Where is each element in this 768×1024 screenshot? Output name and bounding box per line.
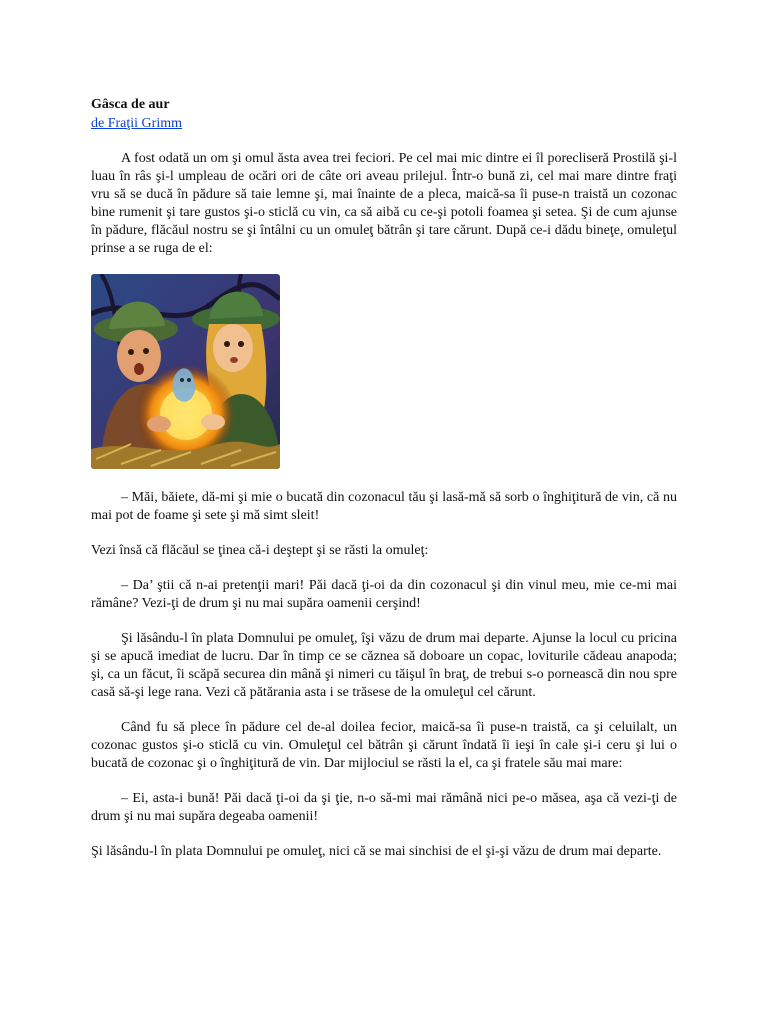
paragraph-4: – Da’ ştii că n-ai pretenţii mari! Păi dacă ţi-oi da din cozonacul şi din vinul meu, mie ce-mi mai rămâne? Vezi-ţi de drum şi nu mai supăra oamenii cerşind! (91, 578, 677, 611)
paragraph-1: A fost odată un om şi omul ăsta avea trei feciori. Pe cel mai mic dintre ei îl porecliseră Prostilă şi-l luau în râs şi-l umpleau de ocări ori de câte ori aveau prilejul. Într-o bună zi, cel mai mare dintre fraţi vru să se ducă în pădure să taie lemne şi, mai înainte de a pleca, maică-sa îi puse-n traistă un cozonac bine rumenit şi tare gustos şi-o sticlă cu vin, ca să aibă cu ce-şi potoli foamea şi setea. Şi de cum ajunse în pădure, flăcăul nostru se şi întâlni cu un omuleţ bătrân şi tare cărunt. După ce-i dădu bineţe, omuleţul prinse a se ruga de el: (91, 151, 677, 256)
paragraph-5: Şi lăsându-l în plata Domnului pe omuleţ, îşi văzu de drum mai departe. Ajunse la locul cu pricina şi se apucă imediat de lucru. Dar în timp ce se căznea să doboare un copac, loviturile cădeau anapoda; şi, ca un făcut, îi scăpă securea din mână şi nimeri cu tăişul în braţ, de trebui s-o pornească din nou spre casă să-şi lege rana. Vezi că pătărania asta i se trăsese de la omuleţul cel cărunt. (91, 631, 677, 700)
paragraph-3: Vezi însă că flăcăul se ţinea că-i deştept şi se răsti la omuleţ: (91, 543, 429, 558)
paragraph-7: – Ei, asta-i bună! Păi dacă ţi-oi da şi ţie, n-o să-mi mai rămână nici pe-o măsea, aşa că vezi-ţi de drum şi nu mai supăra degeaba oamenii! (91, 791, 677, 824)
paragraph-2: – Măi, băiete, dă-mi şi mie o bucată din cozonacul tău şi lasă-mă să sorb o înghiţitură de vin, că nu mai pot de foame şi sete şi mă simt sleit! (91, 490, 677, 523)
paragraph-8: Şi lăsându-l în plata Domnului pe omuleţ, nici că se mai sinchisi de el şi-şi văzu de drum mai departe. (91, 844, 662, 859)
document-page (91, 96, 677, 861)
story-title: Gâsca de aur (91, 97, 170, 112)
story-illustration (91, 274, 280, 469)
author-link[interactable]: de Fraţii Grimm (91, 116, 182, 131)
paragraph-6: Când fu să plece în pădure cel de-al doilea fecior, maică-sa îi puse-n traistă, ca şi celuilalt, un cozonac gustos şi-o sticlă cu vin. Omuleţul cel bătrân şi cărunt îndată îi ieşi în cale şi-i ceru şi lui o bucată de cozonac şi o înghiţitură de vin. Dar mijlociul se răsti la el, ca şi fratele său mai mare: (91, 720, 677, 771)
